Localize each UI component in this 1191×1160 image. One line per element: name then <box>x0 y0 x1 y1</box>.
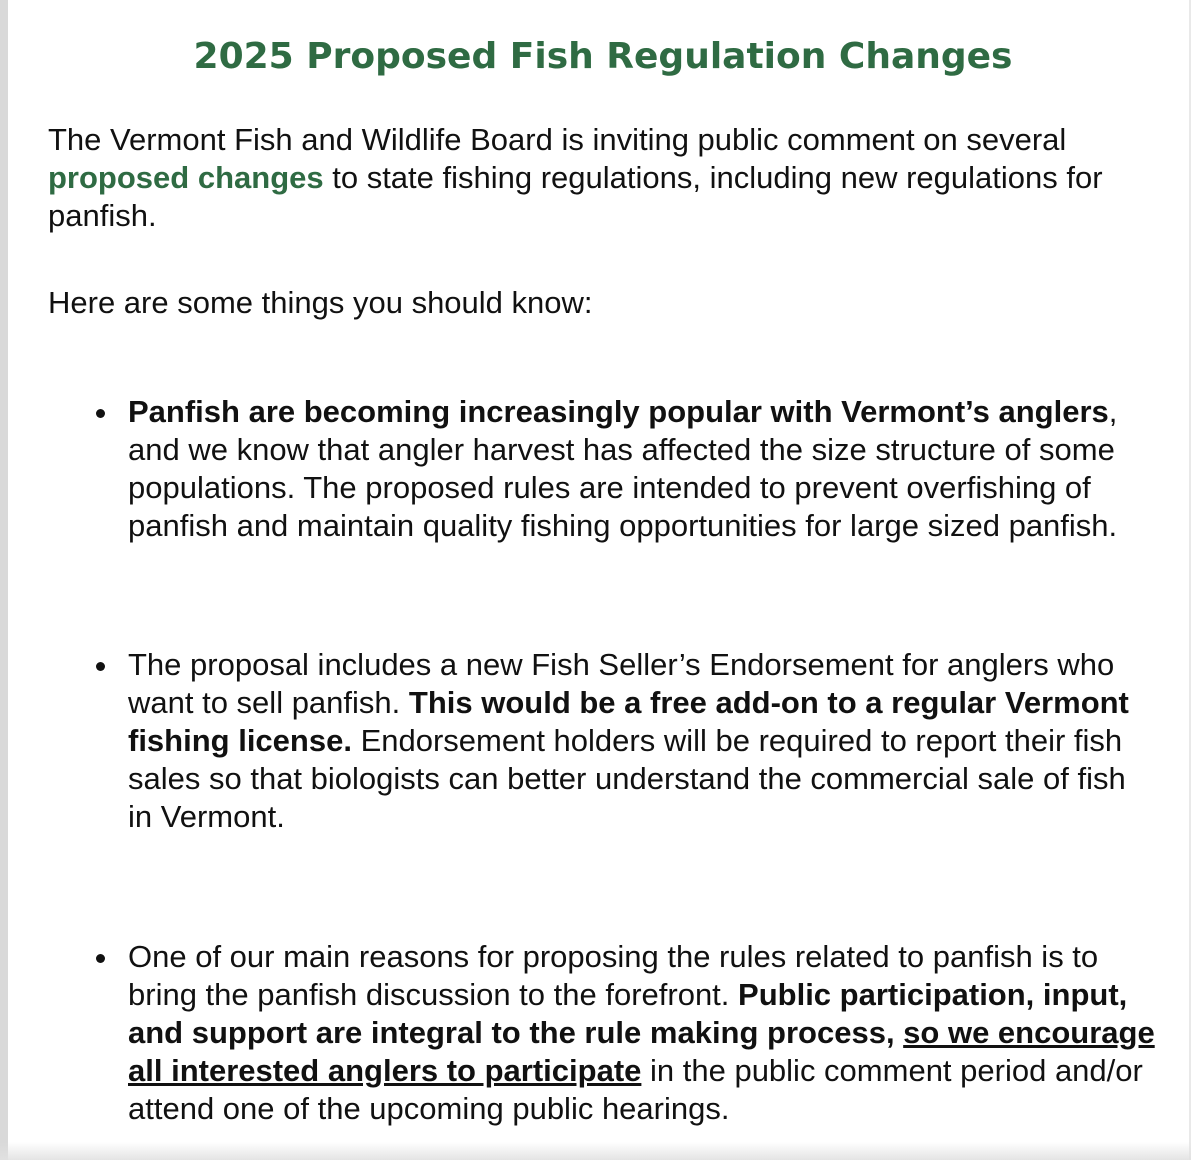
bullet-icon <box>96 662 105 671</box>
bullet-icon <box>96 409 105 418</box>
list-item-panfish-popularity <box>48 393 1158 545</box>
intro-text-end: to state fishing regulations, including new regulations for panfish. <box>48 160 1103 233</box>
bottom-edge-shadow <box>0 1142 1191 1160</box>
bullet-bold-text: Public participation, input, and support are integral to the rule making process, <box>128 977 1128 1050</box>
proposed-changes-link[interactable]: proposed changes <box>48 160 324 195</box>
page-title: 2025 Proposed Fish Regulation Changes <box>193 36 1013 77</box>
bullet-text: in the public comment period and/or attend one of the upcoming public hearings. <box>128 1053 1143 1126</box>
list-item-public-participation <box>48 938 1158 1128</box>
article-body <box>48 0 1158 1128</box>
bullet-icon <box>96 954 105 963</box>
left-page-edge <box>0 0 8 1160</box>
bullet-text-lead: The proposal includes a new Fish Seller’s Endorsement for anglers who want to sell panfish. <box>128 647 1115 720</box>
bullet-text: , and we know that angler harvest has affected the size structure of some populations. The proposed rules are intended to prevent overfishing of panfish and maintain quality fishing opportunities for large sized panfish. <box>128 394 1118 543</box>
bullet-bold-text: This would be a free add-on to a regular Vermont fishing license. <box>128 685 1129 758</box>
key-points-list <box>48 393 1158 1128</box>
list-item-fish-seller-endorsement <box>48 646 1158 836</box>
bullet-text: Endorsement holders will be required to report their fish sales so that biologists can better understand the commercial sale of fish in Vermont. <box>128 723 1126 834</box>
bullet-bold-lead: Panfish are becoming increasingly popular with Vermont’s anglers <box>128 394 1109 429</box>
intro-text-start: The Vermont Fish and Wildlife Board is inviting public comment on several <box>48 122 1067 157</box>
bullet-text-lead: One of our main reasons for proposing the rules related to panfish is to bring the panfish discussion to the forefront. <box>128 939 1099 1012</box>
intro-paragraph <box>48 121 1158 235</box>
participate-link[interactable]: so we encourage all interested anglers to participate <box>128 1015 1155 1088</box>
section-lead: Here are some things you should know: <box>48 285 593 320</box>
